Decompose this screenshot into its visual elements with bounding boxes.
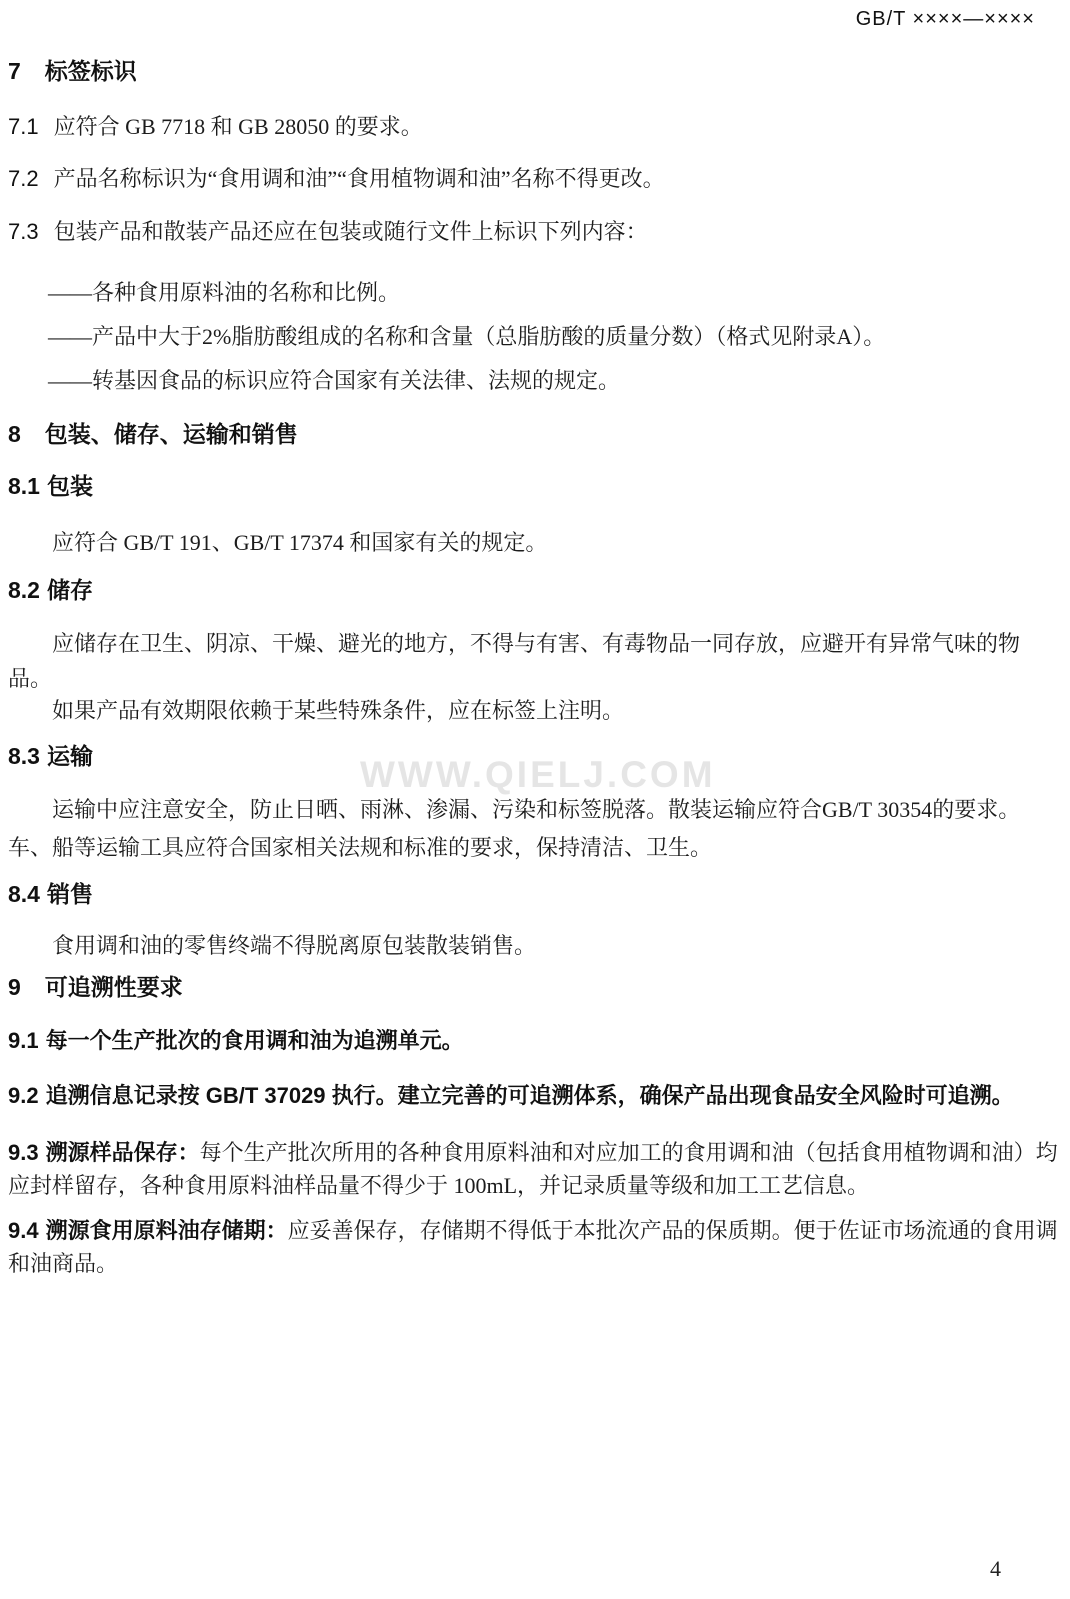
clause-9-3-text: 每个生产批次所用的各种食用原料油和对应加工的食用调和油（包括食用植物调和油）均应封样留存，各种食用原料油样品量不得少于 100mL，并记录质量等级和加工工艺信息。 bbox=[8, 1140, 1058, 1198]
clause-9-3-label-text: 溯源样品保存： bbox=[45, 1140, 200, 1165]
section-7-number: 7 bbox=[8, 58, 21, 84]
clause-9-4-text: 应妥善保存，存储期不得低于本批次产品的保质期。便于佐证市场流通的食用调和油商品。 bbox=[8, 1218, 1058, 1276]
section-8-number: 8 bbox=[8, 421, 21, 447]
clause-9-4-label bbox=[8, 1218, 288, 1243]
clause-8-4-heading bbox=[8, 881, 1062, 907]
clause-8-3-heading bbox=[8, 743, 1062, 769]
clause-9-1-text: 每一个生产批次的食用调和油为追溯单元。 bbox=[45, 1028, 464, 1053]
clause-9-4 bbox=[8, 1214, 1062, 1280]
clause-8-2-title: 储存 bbox=[46, 577, 93, 603]
watermark: WWW.QIELJ.COM bbox=[360, 754, 716, 795]
header-doc-code: GB/T ××××—×××× bbox=[855, 8, 1035, 30]
clause-8-2-heading bbox=[8, 577, 1062, 603]
section-8-title: 包装、储存、运输和销售 bbox=[44, 421, 298, 447]
section-7-title: 标签标识 bbox=[44, 58, 137, 84]
clause-8-4-title: 销售 bbox=[46, 881, 93, 907]
clause-8-4-body: 食用调和油的零售终端不得脱离原包装散装销售。 bbox=[52, 933, 537, 958]
clause-7-2-text: 产品名称标识为“食用调和油”“食用植物调和油”名称不得更改。 bbox=[53, 166, 665, 191]
clause-9-1 bbox=[8, 1026, 1062, 1056]
page-number: 4 bbox=[990, 1556, 1001, 1581]
clause-9-4-label-text: 溯源食用原料油存储期： bbox=[45, 1218, 288, 1243]
section-9-heading bbox=[8, 974, 1062, 1000]
clause-7-3-number: 7.3 bbox=[8, 219, 39, 244]
clause-9-1-number: 9.1 bbox=[8, 1028, 39, 1053]
clause-7-1 bbox=[8, 112, 1062, 142]
clause-9-2-text: 追溯信息记录按 GB/T 37029 执行。建立完善的可追溯体系，确保产品出现食品安全风险时可追溯。 bbox=[45, 1083, 1014, 1108]
list-item-fatty-acid: ——产品中大于2%脂肪酸组成的名称和含量（总脂肪酸的质量分数）（格式见附录A）。 bbox=[48, 324, 886, 349]
clause-9-3-label bbox=[8, 1140, 200, 1165]
clause-8-1-number: 8.1 bbox=[8, 473, 40, 499]
list-item-gmo: ——转基因食品的标识应符合国家有关法律、法规的规定。 bbox=[48, 368, 621, 393]
clause-9-3-number: 9.3 bbox=[8, 1140, 39, 1165]
clause-7-3-text: 包装产品和散装产品还应在包装或随行文件上标识下列内容： bbox=[53, 219, 648, 244]
list-item-oil-names: ——各种食用原料油的名称和比例。 bbox=[48, 280, 401, 305]
clause-9-2-number: 9.2 bbox=[8, 1083, 39, 1108]
clause-8-3-title: 运输 bbox=[46, 743, 93, 769]
clause-8-3-body: 运输中应注意安全，防止日晒、雨淋、渗漏、污染和标签脱落。散装运输应符合GB/T 30354的要求。车、船等运输工具应符合国家相关法规和标准的要求，保持清洁、卫生。 bbox=[8, 797, 1021, 860]
clause-8-3-number: 8.3 bbox=[8, 743, 40, 769]
clause-8-2-body-2: 如果产品有效期限依赖于某些特殊条件，应在标签上注明。 bbox=[52, 698, 625, 723]
section-7-heading bbox=[8, 58, 1062, 84]
section-8-heading bbox=[8, 421, 1062, 447]
clause-9-4-number: 9.4 bbox=[8, 1218, 39, 1243]
clause-9-3 bbox=[8, 1136, 1062, 1202]
clause-7-1-number: 7.1 bbox=[8, 114, 39, 139]
clause-8-1-title: 包装 bbox=[46, 473, 93, 499]
clause-7-3 bbox=[8, 217, 1062, 247]
section-9-number: 9 bbox=[8, 974, 21, 1000]
section-9-title: 可追溯性要求 bbox=[44, 974, 183, 1000]
clause-7-2 bbox=[8, 164, 1062, 194]
clause-8-2-number: 8.2 bbox=[8, 577, 40, 603]
clause-8-1-body: 应符合 GB/T 191、GB/T 17374 和国家有关的规定。 bbox=[52, 530, 548, 555]
clause-8-1-heading bbox=[8, 473, 1062, 499]
clause-8-4-number: 8.4 bbox=[8, 881, 40, 907]
clause-7-2-number: 7.2 bbox=[8, 166, 39, 191]
clause-8-2-body-1: 应储存在卫生、阴凉、干燥、避光的地方，不得与有害、有毒物品一同存放，应避开有异常气味的物品。 bbox=[8, 631, 1021, 691]
clause-7-1-text: 应符合 GB 7718 和 GB 28050 的要求。 bbox=[53, 114, 423, 139]
clause-9-2 bbox=[8, 1081, 1062, 1111]
